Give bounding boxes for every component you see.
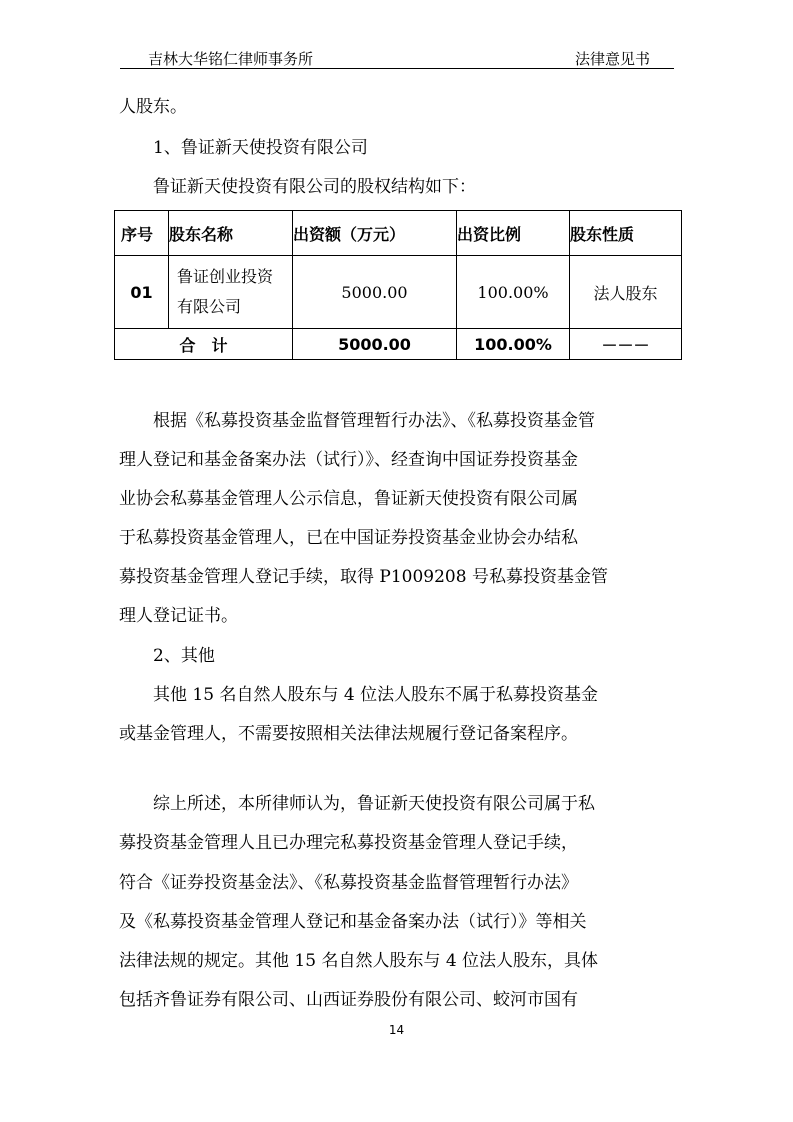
- header-shareholder-nature: 股东性质: [570, 211, 682, 256]
- text-line: 包括齐鲁证券有限公司、山西证券股份有限公司、蛟河市国有: [119, 990, 578, 1010]
- text-line: 根据《私募投资基金监督管理暂行办法》、《私募投资基金管: [153, 411, 595, 431]
- equity-structure-intro: 鲁证新天使投资有限公司的股权结构如下：: [153, 177, 476, 197]
- text-line: 及《私募投资基金管理人登记和基金备案办法（试行）》等相关: [119, 912, 587, 932]
- section-heading-2: 2、其他: [153, 646, 215, 666]
- text-line: 业协会私募基金管理人公示信息，鲁证新天使投资有限公司属: [119, 489, 578, 509]
- row-capital-amount: 5000.00: [293, 256, 457, 329]
- header-no: 序号: [115, 211, 169, 256]
- row-capital-ratio: 100.00%: [457, 256, 570, 329]
- row-no: 01: [115, 256, 169, 329]
- header-capital-ratio: 出资比例: [457, 211, 570, 256]
- row-shareholder-nature: 法人股东: [570, 256, 682, 329]
- text-line: 理人登记证书。: [119, 606, 238, 626]
- table-header-row: [115, 211, 682, 256]
- header-capital-amount: 出资额（万元）: [293, 211, 457, 256]
- table-total-row: [115, 329, 682, 360]
- table-row: [115, 256, 682, 329]
- header-shareholder-name: 股东名称: [169, 211, 293, 256]
- total-nature: －－－: [570, 329, 682, 360]
- shareholder-name-line1: 鲁证创业投资: [177, 267, 274, 286]
- shareholder-name-line2: 有限公司: [177, 297, 242, 316]
- text-line: 符合《证券投资基金法》、《私募投资基金监督管理暂行办法》: [119, 873, 578, 893]
- text-line: 综上所述，本所律师认为，鲁证新天使投资有限公司属于私: [153, 794, 595, 814]
- row-shareholder-name: [169, 256, 293, 329]
- text-line: 募投资基金管理人且已办理完私募投资基金管理人登记手续，: [119, 833, 578, 853]
- section-heading-1: 1、鲁证新天使投资有限公司: [153, 138, 368, 158]
- text-line: 法律法规的规定。其他 15 名自然人股东与 4 位法人股东，具体: [119, 951, 599, 971]
- paragraph-continuation: 人股东。: [119, 97, 187, 117]
- total-ratio: 100.00%: [457, 329, 570, 360]
- page-number: 14: [388, 1023, 405, 1037]
- text-line: 理人登记和基金备案办法（试行）》、经查询中国证券投资基金: [119, 450, 578, 470]
- text-line: 于私募投资基金管理人，已在中国证券投资基金业协会办结私: [119, 528, 578, 548]
- text-line: 其他 15 名自然人股东与 4 位法人股东不属于私募投资基金: [153, 685, 599, 705]
- total-label: 合 计: [115, 329, 293, 360]
- text-line: 或基金管理人，不需要按照相关法律法规履行登记备案程序。: [119, 724, 578, 744]
- page-header: [120, 44, 674, 69]
- text-line: 募投资基金管理人登记手续，取得 P1009208 号私募投资基金管: [119, 567, 608, 587]
- document-type: 法律意见书: [574, 50, 650, 68]
- total-amount: 5000.00: [293, 329, 457, 360]
- law-firm-name: 吉林大华铭仁律师事务所: [148, 50, 314, 68]
- equity-structure-table: [114, 210, 682, 360]
